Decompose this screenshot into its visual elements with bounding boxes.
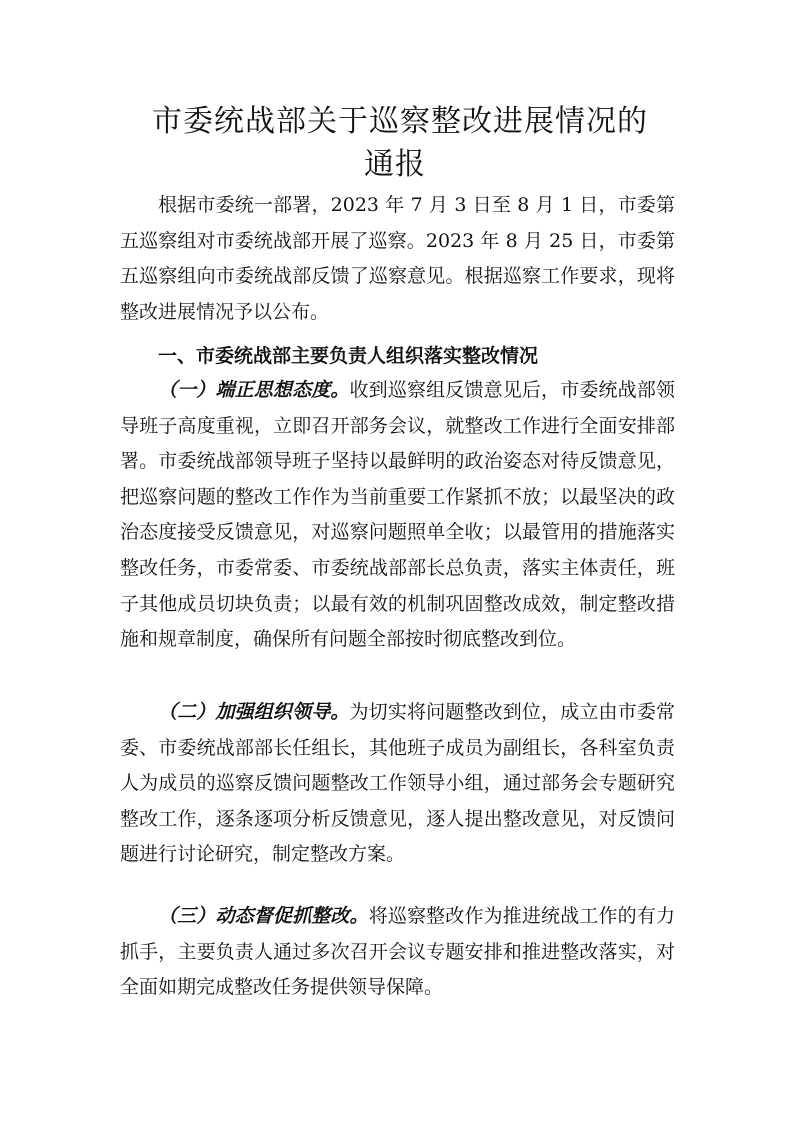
item-lead-1: （一）端正思想态度。 <box>158 379 350 401</box>
document-title-line2: 通报 <box>364 147 426 182</box>
item-text-1: 收到巡察组反馈意见后，市委统战部领导班子高度重视，立即召开部务会议，就整改工作进行全面安排部署。市委统战部领导班子坚持以最鲜明的政治姿态对待反馈意见，把巡察问题的整改工作作为当前重要工作紧抓不放；以最坚决的政治态度接受反馈意见，对巡察问题照单全收；以最管用的措施落实整改任务，市委常委、市委统战部部长总负责，落实主体责任，班子其他成员切块负责；以最有效的机制巩固整改成效，制定整改措施和规章制度，确保所有问题全部按时彻底整改到位。 <box>120 379 675 651</box>
section-heading: 一、市委统战部主要负责人组织落实整改情况 <box>158 345 539 367</box>
item-text-2: 为切实将问题整改到位，成立由市委常委、市委统战部部长任组长，其他班子成员为副组长，各科室负责人为成员的巡察反馈问题整改工作领导小组，通过部务会专题研究整改工作，逐条逐项分析反馈意见，逐人提出整改意见，对反馈问题进行讨论研究，制定整改方案。 <box>120 701 675 866</box>
item-lead-2: （二）加强组织领导。 <box>158 701 350 723</box>
item-text-3: 将巡察整改作为推进统战工作的有力抓手，主要负责人通过多次召开会议专题安排和推进整改落实，对全面如期完成整改任务提供领导保障。 <box>120 905 675 999</box>
document-title-line1: 市委统战部关于巡察整改进展情况的 <box>152 104 648 139</box>
item-paragraph-1 <box>120 373 675 658</box>
item-paragraph-2 <box>120 695 675 873</box>
item-lead-3: （三）动态督促抓整改。 <box>158 905 369 927</box>
intro-paragraph: 根据市委统一部署，2023 年 7 月 3 日至 8 月 1 日，市委第五巡察组对市委统战部开展了巡察。2023 年 8 月 25 日，市委第五巡察组向市委统战部反馈了巡察意见。根据巡察工作要求，现将整改进展情况予以公布。 <box>120 194 675 323</box>
item-paragraph-3 <box>120 899 675 1006</box>
